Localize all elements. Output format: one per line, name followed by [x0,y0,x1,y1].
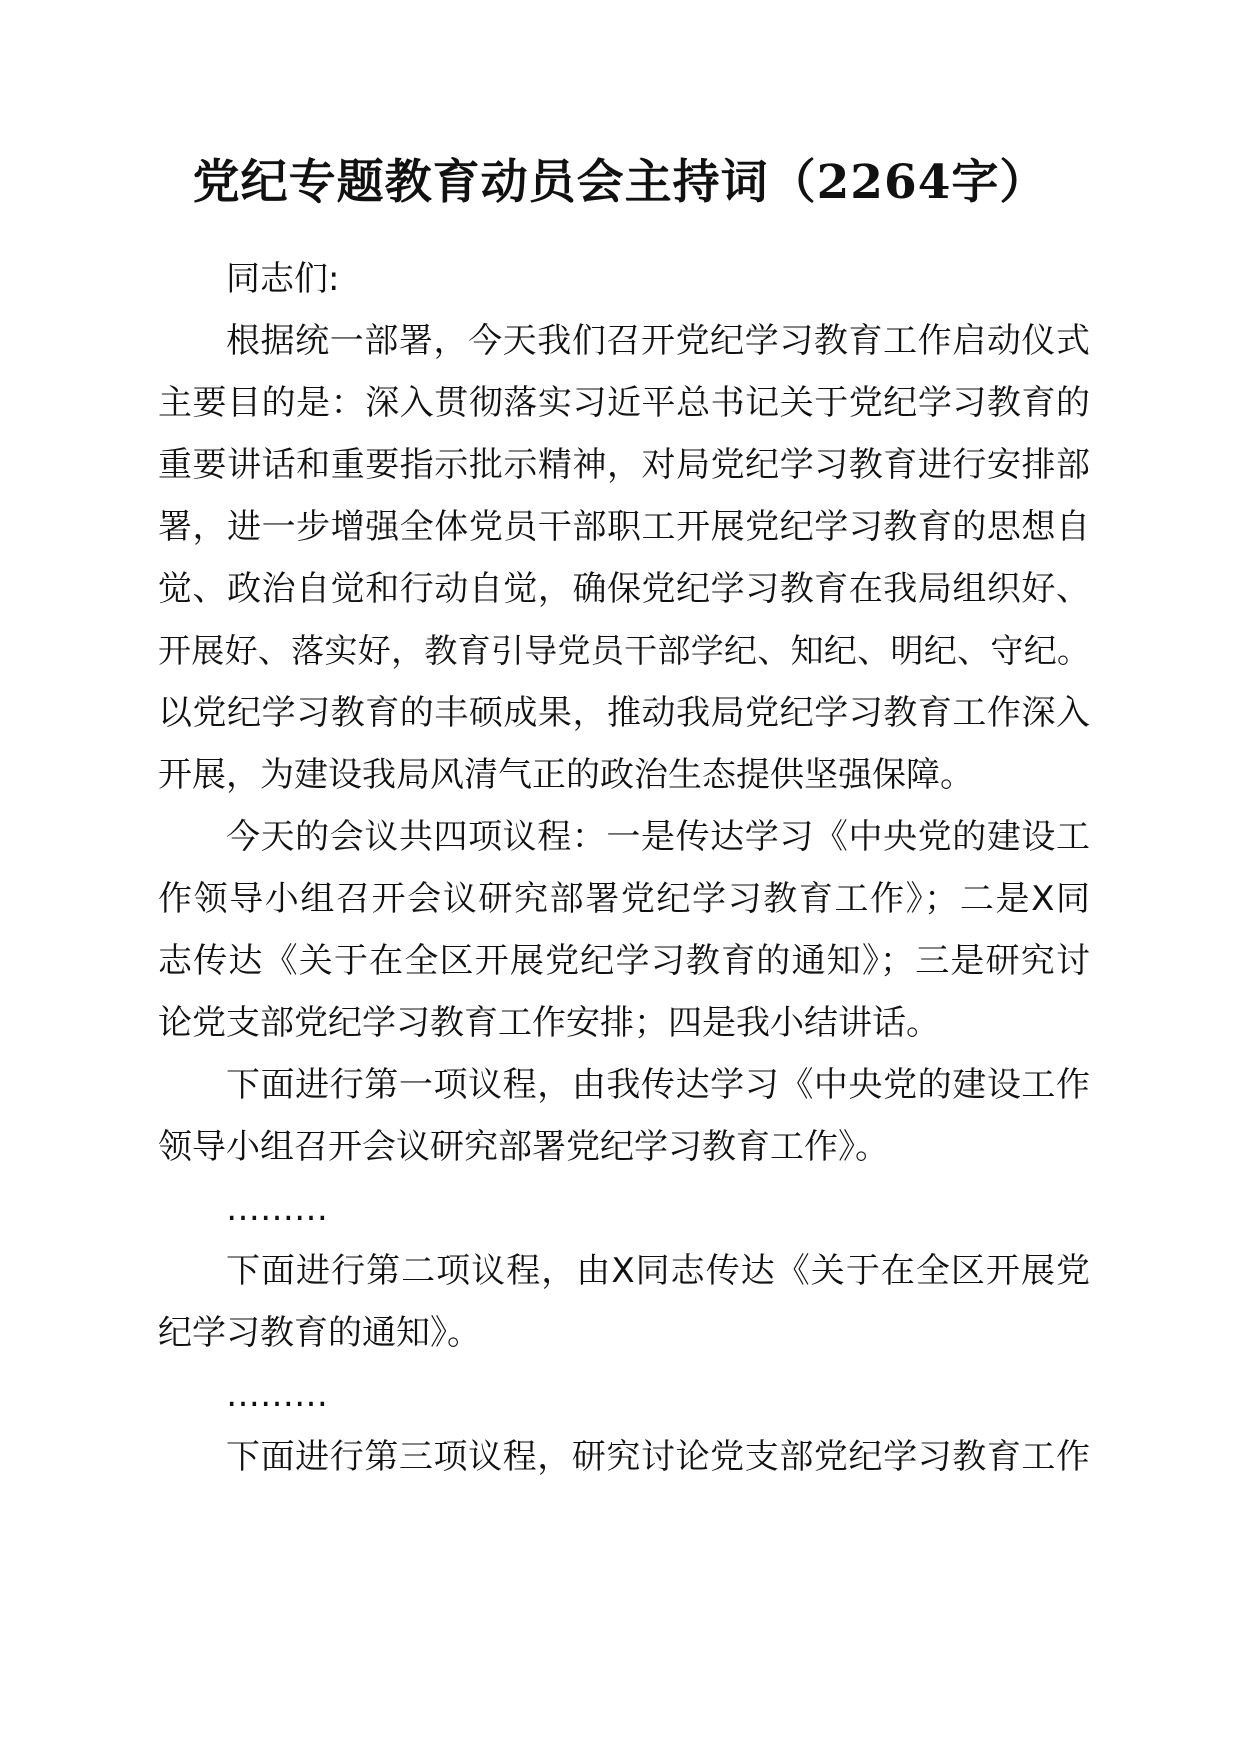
body-line: 纪学习教育的通知》。 [158,1313,481,1353]
body-line: 志传达《关于在全区开展党纪学习教育的通知》；三是研究讨 [158,941,1090,981]
body-line: 以党纪学习教育的丰硕成果，推动我局党纪学习教育工作深入 [158,693,1090,733]
body-line: 领导小组召开会议研究部署党纪学习教育工作》。 [158,1127,889,1167]
body-line: 根据统一部署，今天我们召开党纪学习教育工作启动仪式 [226,321,1090,361]
body-line: 重要讲话和重要指示批示精神，对局党纪学习教育进行安排部 [158,445,1090,485]
body-line: 同志们: [226,259,340,299]
body-line: 主要目的是：深入贯彻落实习近平总书记关于党纪学习教育的 [158,383,1090,423]
body-line: 觉、政治自觉和行动自觉，确保党纪学习教育在我局组织好、 [158,569,1090,609]
body-line: 开展好、落实好，教育引导党员干部学纪、知纪、明纪、守纪。 [158,631,1090,670]
body-line: 开展，为建设我局风清气正的政治生态提供坚强保障。 [158,755,974,795]
body-line: 下面进行第一项议程，由我传达学习《中央党的建设工作 [226,1065,1090,1105]
document-title: 党纪专题教育动员会主持词（2264字） [192,155,1048,210]
body-line: 作领导小组召开会议研究部署党纪学习教育工作》；二是X同 [158,879,1090,919]
body-line: 今天的会议共四项议程：一是传达学习《中央党的建设工 [226,817,1090,857]
body-line: ……… [226,1375,328,1415]
body-line: 下面进行第二项议程，由X同志传达《关于在全区开展党 [226,1251,1090,1291]
body-line: ……… [226,1189,328,1229]
document-body [158,248,1090,1488]
body-line: 论党支部党纪学习教育工作安排；四是我小结讲话。 [158,1003,940,1043]
body-line: 下面进行第三项议程，研究讨论党支部党纪学习教育工作 [226,1437,1090,1477]
body-line: 署，进一步增强全体党员干部职工开展党纪学习教育的思想自 [158,507,1090,547]
